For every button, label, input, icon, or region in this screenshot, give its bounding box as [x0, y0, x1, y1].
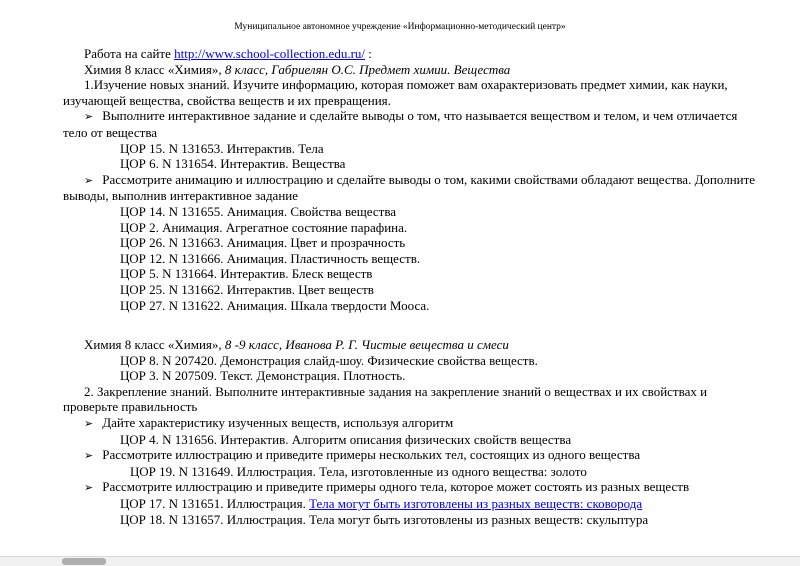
cor-item — [120, 496, 762, 512]
bullet-1-text: Выполните интерактивное задание и сделайте выводы о том, что называется веществом и телом, и чем отличается тело от вещества — [63, 108, 738, 140]
course-heading-2 — [63, 337, 762, 353]
bullet-item-2 — [63, 172, 762, 204]
bullet-5-text: Рассмотрите иллюстрацию и приведите примеры одного тела, которое может состоять из разных веществ — [102, 479, 690, 495]
document-content — [0, 46, 800, 527]
cor-item: ЦОР 27. N 131622. Анимация. Шкала твердости Мооса. — [120, 297, 430, 313]
intro-text: Работа на сайте — [84, 46, 175, 61]
cor-item: ЦОР 6. N 131654. Интерактив. Вещества — [120, 156, 346, 172]
org-header: Муниципальное автономное учреждение «Информационно-методический центр» — [234, 22, 566, 32]
blank-line — [0, 313, 800, 337]
cor-item: ЦОР 4. N 131656. Интерактив. Алгоритм описания физических свойств вещества — [120, 431, 572, 447]
cor-item: ЦОР 19. N 131649. Иллюстрация. Тела, изготовленные из одного вещества: золото — [130, 463, 587, 479]
arrow-bullet-icon: ➢ — [84, 481, 94, 495]
cor-17-prefix: ЦОР 17. N 131651. Иллюстрация. — [120, 496, 310, 512]
cor-item: ЦОР 15. N 131653. Интерактив. Тела — [120, 140, 324, 156]
cor-item: ЦОР 25. N 131662. Интерактив. Цвет веществ — [120, 281, 374, 297]
cor-item: ЦОР 5. N 131664. Интерактив. Блеск веществ — [120, 266, 373, 282]
cor-item: ЦОР 18. N 131657. Иллюстрация. Тела могут быть изготовлены из разных веществ: скульптура — [120, 511, 649, 527]
cor-item: ЦОР 26. N 131663. Анимация. Цвет и прозрачность — [120, 235, 406, 251]
course1-title: Химия 8 класс «Химия», — [84, 61, 225, 77]
bullet-2-text: Рассмотрите анимацию и иллюстрацию и сделайте выводы о том, какими свойствами обладают вещества. Дополните выводы, выполнив интерактивное задание — [63, 171, 756, 204]
cor-item: ЦОР 3. N 207509. Текст. Демонстрация. Плотность. — [120, 368, 406, 384]
bullet-item-3 — [63, 415, 762, 432]
course2-title: Химия 8 класс «Химия», — [84, 337, 225, 353]
bullet-item-5 — [63, 479, 762, 496]
bullet-4-text: Рассмотрите иллюстрацию и приведите примеры нескольких тел, состоящих из одного вещества — [102, 447, 641, 463]
arrow-bullet-icon: ➢ — [84, 449, 94, 463]
cor-17-link[interactable]: Тела могут быть изготовлены из разных веществ: сковорода — [309, 496, 643, 512]
arrow-bullet-icon: ➢ — [84, 173, 94, 187]
course-heading-1 — [63, 62, 762, 78]
cor-item: ЦОР 2. Анимация. Агрегатное состояние парафина. — [120, 219, 408, 235]
bullet-item-1 — [63, 108, 762, 140]
course2-subtitle: 8 -9 класс, Иванова Р. Г. Чистые вещества и смеси — [224, 337, 509, 353]
cor-item: ЦОР 12. N 131666. Анимация. Пластичность веществ. — [120, 250, 421, 266]
bullet-3-text: Дайте характеристику изученных веществ, используя алгоритм — [102, 415, 454, 431]
course1-subtitle: 8 класс, Габриелян О.С. Предмет химии. Вещества — [224, 61, 511, 77]
step-2-paragraph: 2. Закрепление знаний. Выполните интерактивные задания на закрепление знаний о веществах и их свойствах и проверьте правильность — [63, 383, 708, 415]
cor-item: ЦОР 14. N 131655. Анимация. Свойства вещества — [120, 203, 397, 219]
site-link[interactable]: http://www.school-collection.edu.ru/ — [174, 46, 366, 61]
intro-colon: : — [365, 46, 372, 61]
arrow-bullet-icon: ➢ — [84, 417, 94, 431]
horizontal-scrollbar[interactable] — [0, 556, 800, 566]
cor-item: ЦОР 8. N 207420. Демонстрация слайд-шоу. Физические свойства веществ. — [120, 352, 538, 368]
step-1-paragraph: 1.Изучение новых знаний. Изучите информацию, которая поможет вам охарактеризовать предмет химии, как науки, изучающей вещества, свойства веществ и их превращения. — [63, 77, 728, 108]
arrow-bullet-icon: ➢ — [84, 110, 94, 124]
scrollbar-thumb[interactable] — [62, 558, 106, 565]
intro-paragraph — [63, 46, 762, 62]
bullet-item-4 — [63, 447, 762, 464]
